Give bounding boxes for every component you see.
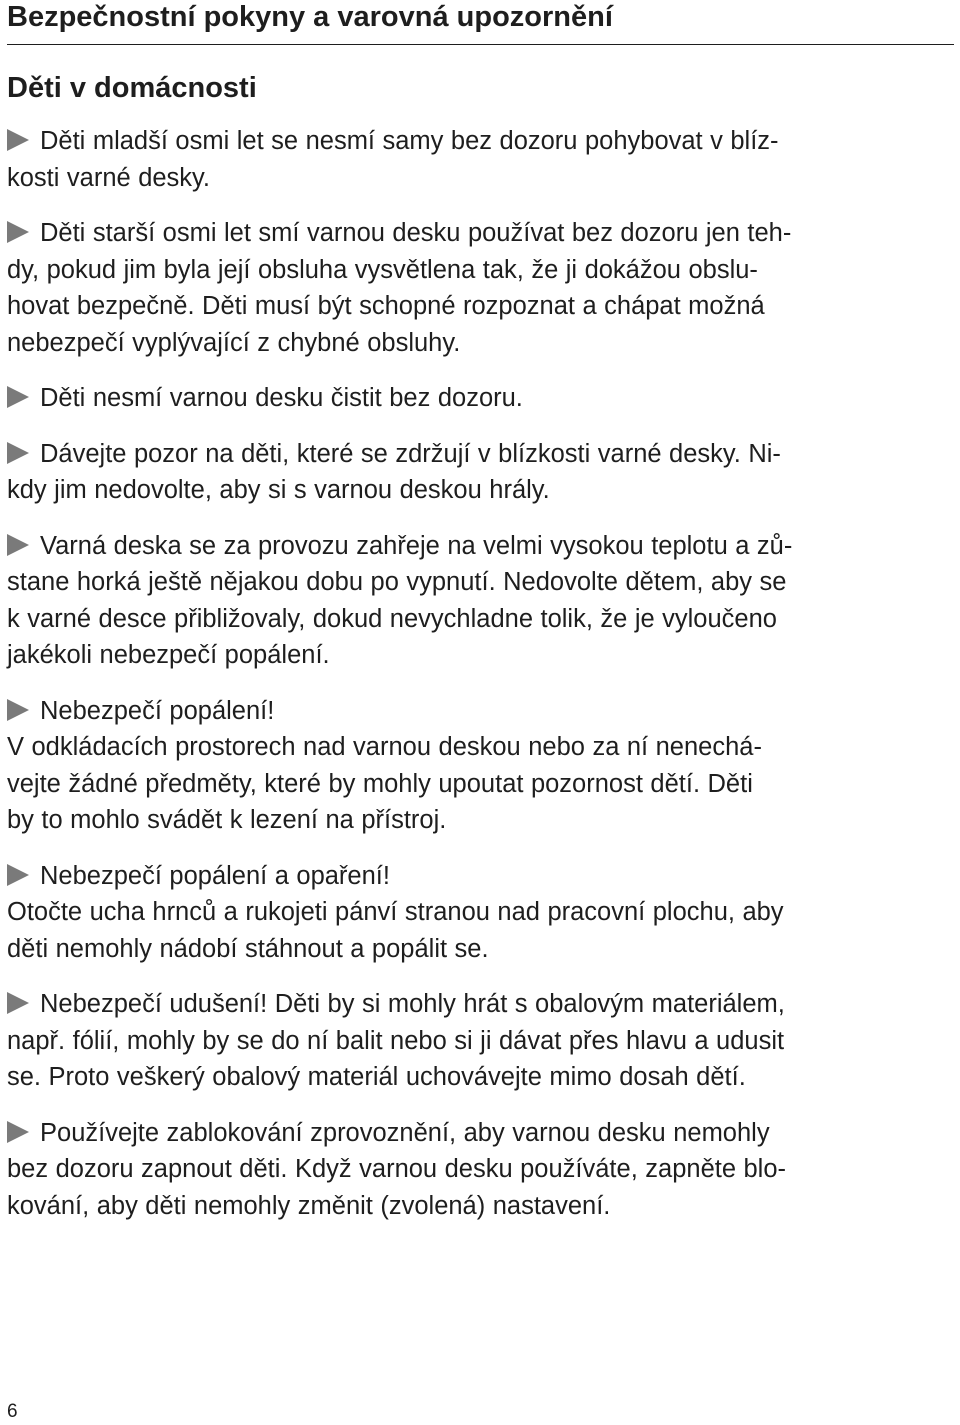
- instruction-line: [7, 858, 957, 895]
- instruction-text: kování, aby děti nemohly změnit (zvolená) nastavení.: [7, 1191, 611, 1220]
- instruction-line: [7, 931, 957, 968]
- instruction-line: [7, 123, 957, 160]
- instruction-text: by to mohlo svádět k lezení na přístroj.: [7, 806, 447, 834]
- triangle-right-icon: [7, 699, 29, 721]
- instruction-line: [7, 601, 957, 638]
- instruction-item: [7, 215, 957, 361]
- instruction-line: [7, 325, 957, 362]
- instruction-line: [7, 986, 957, 1023]
- instruction-item: [7, 436, 957, 509]
- triangle-right-icon: [7, 221, 29, 243]
- page-title: Bezpečnostní pokyny a varovná upozornění: [7, 1, 613, 33]
- triangle-right-icon: [7, 442, 29, 464]
- triangle-right-icon: [7, 992, 29, 1014]
- instruction-text: Varná deska se za provozu zahřeje na velmi vysokou teplotu a zů-: [40, 531, 793, 560]
- instruction-text: děti nemohly nádobí stáhnout a popálit se.: [7, 934, 489, 963]
- instruction-line: [7, 1151, 957, 1188]
- instruction-text: nebezpečí vyplývající z chybné obsluhy.: [7, 328, 461, 357]
- instruction-item: [7, 528, 957, 674]
- instruction-list: [7, 123, 957, 1224]
- instruction-line: [7, 693, 957, 730]
- section-heading: Děti v domácnosti: [7, 72, 257, 104]
- page-number: 6: [7, 1401, 18, 1422]
- instruction-line: [7, 729, 957, 766]
- instruction-item: [7, 123, 957, 196]
- instruction-line: [7, 380, 957, 417]
- instruction-line: [7, 637, 957, 674]
- instruction-line: [7, 1115, 957, 1152]
- instruction-text: k varné desce přibližovaly, dokud nevychladne tolik, že je vyloučeno: [7, 604, 777, 633]
- triangle-right-icon: [7, 534, 29, 556]
- instruction-line: [7, 1188, 957, 1225]
- instruction-text: stane horká ještě nějakou dobu po vypnutí. Nedovolte dětem, aby se: [7, 568, 787, 596]
- instruction-text: kosti varné desky.: [7, 163, 210, 192]
- instruction-line: [7, 436, 957, 473]
- instruction-text: hovat bezpečně. Děti musí být schopné rozpoznat a chápat možná: [7, 292, 765, 320]
- instruction-item: [7, 693, 957, 839]
- instruction-line: [7, 1059, 957, 1096]
- triangle-right-icon: [7, 386, 29, 408]
- instruction-item: [7, 986, 957, 1096]
- instruction-line: [7, 894, 957, 931]
- instruction-text: Děti starší osmi let smí varnou desku používat bez dozoru jen teh-: [40, 219, 792, 247]
- instruction-text: např. fólií, mohly by se do ní balit nebo si ji dávat přes hlavu a udusit: [7, 1026, 785, 1055]
- triangle-right-icon: [7, 864, 29, 886]
- instruction-text: Děti mladší osmi let se nesmí samy bez dozoru pohybovat v blíz-: [40, 127, 779, 155]
- instruction-text: Nebezpečí popálení!: [40, 696, 275, 725]
- instruction-text: dy, pokud jim byla její obsluha vysvětlena tak, že ji dokážou obslu-: [7, 255, 758, 284]
- triangle-right-icon: [7, 129, 29, 151]
- instruction-item: [7, 380, 957, 417]
- instruction-text: Používejte zablokování zprovoznění, aby varnou desku nemohly: [40, 1118, 770, 1147]
- instruction-text: kdy jim nedovolte, aby si s varnou deskou hrály.: [7, 476, 550, 504]
- document-body: [7, 70, 957, 1243]
- instruction-line: [7, 766, 957, 803]
- instruction-text: Nebezpečí udušení! Děti by si mohly hrát s obalovým materiálem,: [40, 990, 785, 1018]
- instruction-line: [7, 215, 957, 252]
- instruction-text: V odkládacích prostorech nad varnou deskou nebo za ní nenechá-: [7, 733, 762, 761]
- instruction-text: se. Proto veškerý obalový materiál uchovávejte mimo dosah dětí.: [7, 1063, 746, 1091]
- instruction-line: [7, 288, 957, 325]
- instruction-line: [7, 472, 957, 509]
- instruction-line: [7, 528, 957, 565]
- instruction-line: [7, 160, 957, 197]
- instruction-line: [7, 1023, 957, 1060]
- page-header: [7, 0, 954, 45]
- instruction-text: Děti nesmí varnou desku čistit bez dozoru.: [40, 384, 523, 412]
- instruction-line: [7, 564, 957, 601]
- instruction-text: bez dozoru zapnout děti. Když varnou desku používáte, zapněte blo-: [7, 1155, 787, 1183]
- instruction-text: vejte žádné předměty, které by mohly upoutat pozornost dětí. Děti: [7, 769, 753, 798]
- instruction-line: [7, 252, 957, 289]
- instruction-line: [7, 802, 957, 839]
- instruction-text: Dávejte pozor na děti, které se zdržují v blízkosti varné desky. Ni-: [40, 439, 781, 468]
- instruction-text: jakékoli nebezpečí popálení.: [7, 641, 330, 669]
- instruction-text: Nebezpečí popálení a opaření!: [40, 861, 390, 890]
- instruction-item: [7, 858, 957, 968]
- instruction-item: [7, 1115, 957, 1225]
- instruction-text: Otočte ucha hrnců a rukojeti pánví stranou nad pracovní plochu, aby: [7, 898, 784, 926]
- triangle-right-icon: [7, 1121, 29, 1143]
